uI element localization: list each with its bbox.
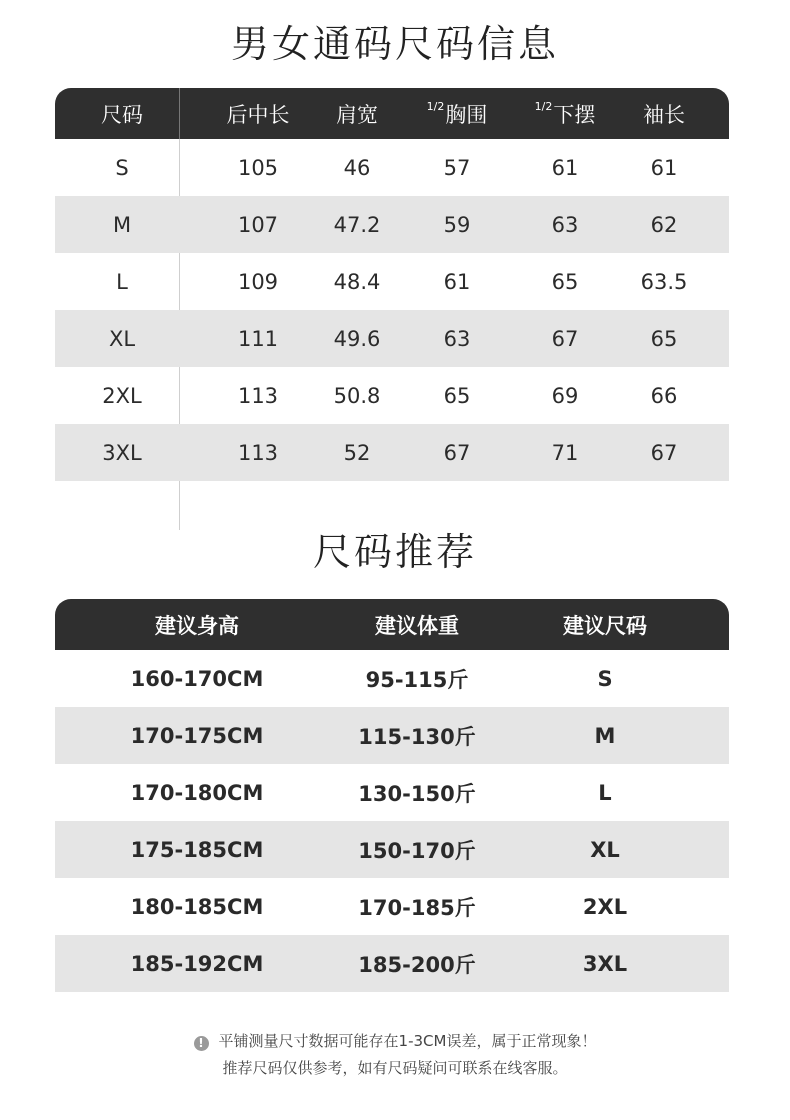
table-cell: 63 [443,326,471,351]
note-line-2: 推荐尺码仅供参考，如有尺码疑问可联系在线客服。 [222,1059,568,1077]
size-chart-title: 男女通码尺码信息 [230,22,559,66]
measurement-notes [0,1028,790,1082]
table-cell: 113 [237,383,279,408]
table-cell: 71 [551,440,579,465]
table-cell: 61 [551,155,579,180]
table-cell: 66 [650,383,678,408]
height-cell: 170-175CM [130,723,264,748]
table-cell: 65 [443,383,471,408]
recommendation-header [55,599,729,650]
table-row [55,707,729,764]
height-cell: 185-192CM [130,951,264,976]
table-cell: 65 [551,269,579,294]
header-sleeve: 袖长 [643,102,685,127]
height-cell: 160-170CM [130,666,264,691]
table-cell: 105 [237,155,279,180]
table-row [55,367,729,424]
weight-cell: 130-150斤 [358,781,476,806]
size-cell: 3XL [102,440,142,465]
size-cell: S [597,666,613,691]
table-cell: 65 [650,326,678,351]
header-weight: 建议体重 [375,613,459,638]
note-line-1 [0,1028,790,1055]
table-cell: 62 [650,212,678,237]
weight-cell: 170-185斤 [358,895,476,920]
header-back-length: 后中长 [226,102,290,127]
size-cell: XL [590,837,620,862]
recommendation-table [55,599,729,992]
table-cell: 57 [443,155,471,180]
size-chart-header [55,88,729,139]
table-row [55,139,729,196]
size-cell: 2XL [582,894,628,919]
size-cell: S [115,155,129,180]
table-cell: 52 [343,440,371,465]
table-cell: 61 [650,155,678,180]
height-cell: 170-180CM [130,780,264,805]
table-cell: 59 [443,212,471,237]
table-cell: 111 [237,326,279,351]
size-cell: 2XL [102,383,142,408]
info-icon: ! [194,1036,209,1051]
table-cell: 67 [650,440,678,465]
table-row [55,764,729,821]
table-row [55,650,729,707]
size-cell: L [116,269,128,294]
table-cell: 109 [237,269,279,294]
size-cell: 3XL [582,951,628,976]
weight-cell: 185-200斤 [358,952,476,977]
table-cell: 48.4 [333,269,381,294]
table-cell: 63 [551,212,579,237]
size-cell: M [594,723,616,748]
table-cell: 63.5 [640,269,688,294]
note-text-1: 平铺测量尺寸数据可能存在1-3CM误差，属于正常现象！ [218,1032,597,1050]
table-cell: 47.2 [333,212,381,237]
table-cell: 69 [551,383,579,408]
size-cell: XL [108,326,136,351]
table-row [55,821,729,878]
weight-cell: 115-130斤 [358,724,476,749]
table-cell: 61 [443,269,471,294]
size-chart-table [55,88,729,481]
table-row [55,878,729,935]
size-cell: L [598,780,612,805]
table-cell: 107 [237,212,279,237]
table-cell: 113 [237,440,279,465]
recommendation-title: 尺码推荐 [312,530,477,574]
table-row [55,196,729,253]
height-cell: 175-185CM [130,837,264,862]
table-cell: 50.8 [333,383,381,408]
table-cell: 49.6 [333,326,381,351]
header-size: 尺码 [101,102,143,127]
table-cell: 46 [343,155,371,180]
header-divider [179,88,180,139]
header-shoulder: 肩宽 [336,102,378,127]
header-recommended-size: 建议尺码 [563,613,647,638]
table-row [55,310,729,367]
table-cell: 67 [443,440,471,465]
header-height: 建议身高 [155,613,239,638]
table-cell: 67 [551,326,579,351]
table-row [55,424,729,481]
weight-cell: 95-115斤 [365,667,469,692]
size-cell: M [112,212,132,237]
header-hem: 1/2 下摆 [534,100,596,127]
height-cell: 180-185CM [130,894,264,919]
header-chest: 1/2 胸围 [426,100,488,127]
table-row [55,935,729,992]
table-row [55,253,729,310]
weight-cell: 150-170斤 [358,838,476,863]
